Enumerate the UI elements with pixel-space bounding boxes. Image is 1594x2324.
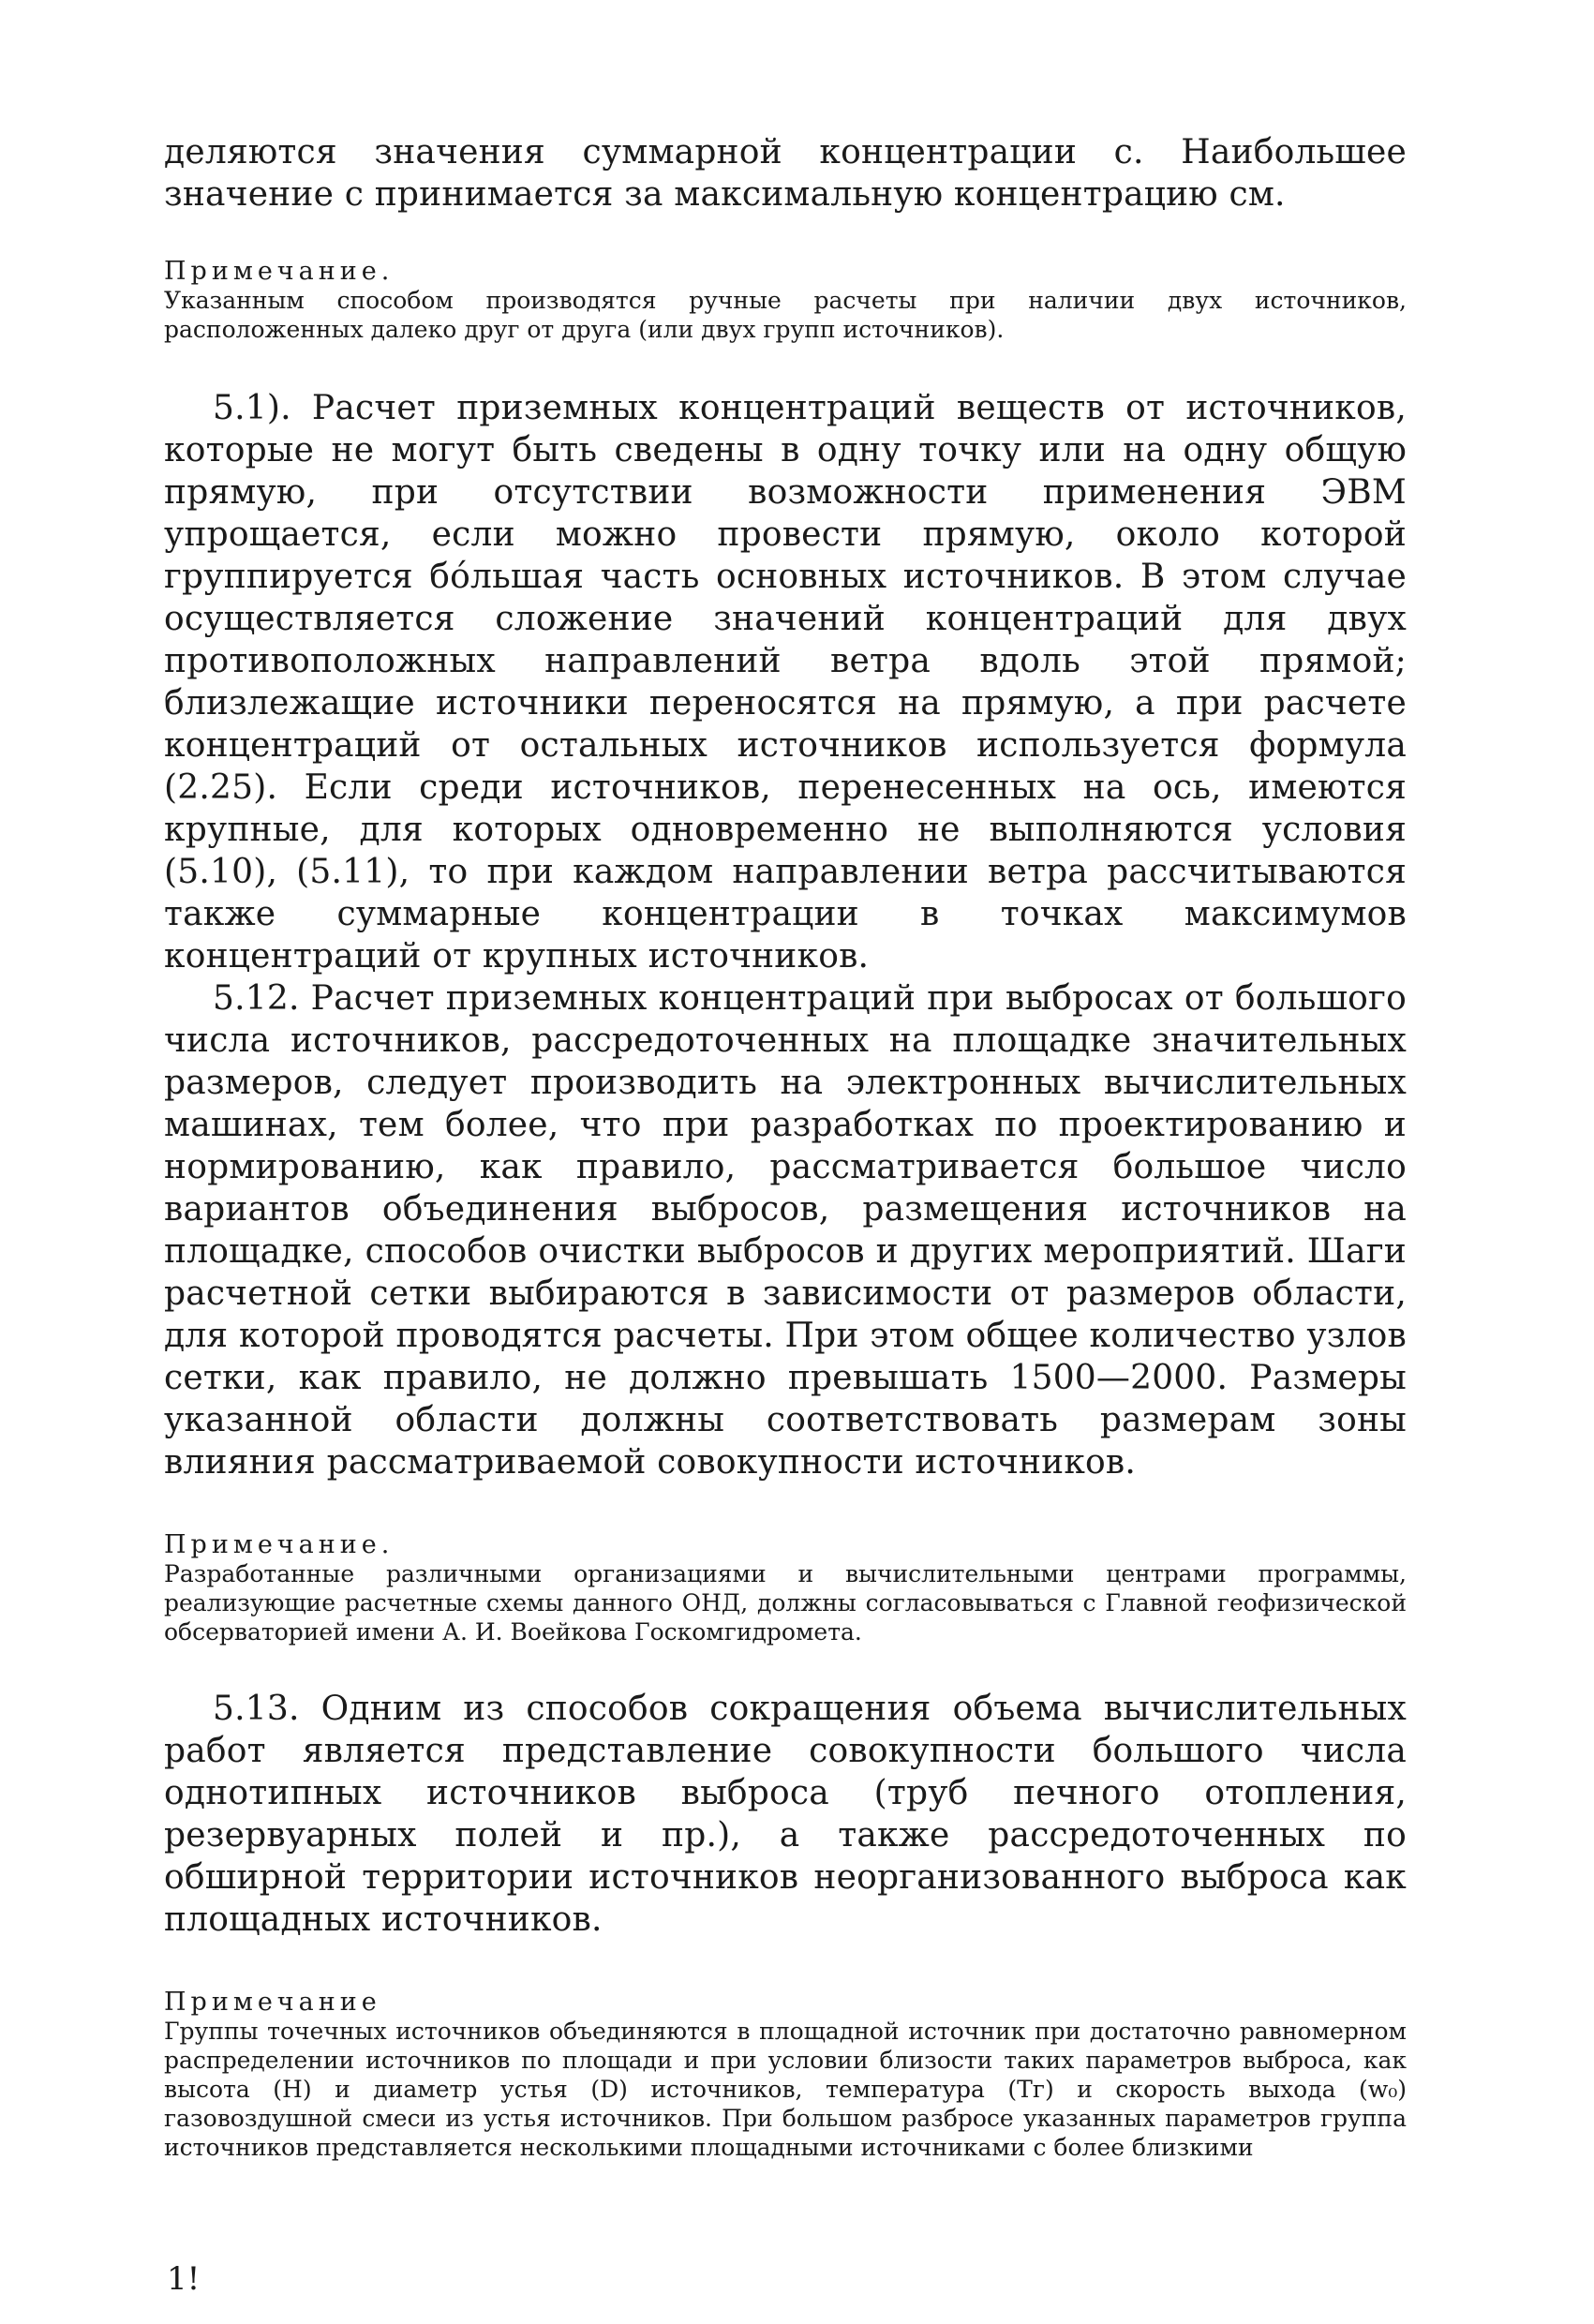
note-label: Примечание. — [164, 257, 395, 286]
note-block-3 — [164, 1988, 1407, 2162]
paragraph-5-12: 5.12. Расчет приземных концентраций при выбросах от большого числа источников, рассредоточенных на площадке значительных размеров, следует производить на электронных вычислительных машинах, тем более, что при разработках по проектированию и нормированию, как правило, рассматривается большое число вариантов объединения выбросов, размещения источников на площадке, способов очистки выбросов и других мероприятий. Шаги расчетной сетки выбираются в зависимости от размеров области, для которой проводятся расчеты. При этом общее количество узлов сетки, как правило, не должно превышать 1500—2000. Размеры указанной области должны соответствовать размерам зоны влияния рассматриваемой совокупности источников. — [164, 979, 1407, 1482]
note-label: Примечание — [164, 1988, 381, 2017]
note-text: Группы точечных источников объединяются в площадной источник при достаточно равномерном распределении источников по площади и при условии близости таких параметров выброса, как высота (H) и диаметр устья (D) источников, температура (Tг) и скорость выхода (w₀) газовоздушной смеси из устья источников. При большом разбросе указанных параметров группа источников представляется несколькими площадными источниками с более близкими — [164, 2018, 1407, 2161]
paragraph-5-13: 5.13. Одним из способов сокращения объема вычислительных работ является представление совокупности большого числа однотипных источников выброса (труб печного отопления, резервуарных полей и пр.), а также рассредоточенных по обширной территории источников неорганизованного выброса как площадных источников. — [164, 1690, 1407, 1939]
note-text: Разработанные различными организациями и вычислительными центрами программы, реализующие расчетные схемы данного ОНД, должны согласовываться с Главной геофизической обсерваторией имени А. И. Воейкова Госкомгидромета. — [164, 1560, 1407, 1646]
paragraph-5-11: 5.1). Расчет приземных концентраций веществ от источников, которые не могут быть сведены в одну точку или на одну общую прямую, при отсутствии возможности применения ЭВМ упрощается, если можно провести прямую, около которой группируется бо́льшая часть основных источников. В этом случае осуществляется сложение значений концентраций для двух противоположных направлений ветра вдоль этой прямой; близлежащие источники переносятся на прямую, а при расчете концентраций от остальных источников используется формула (2.25). Если среди источников, перенесенных на ось, имеются крупные, для которых одновременно не выполняются условия (5.10), (5.11), то при каждом направлении ветра рассчитываются также суммарные концентрации в точках максимумов концентраций от крупных источников. — [164, 389, 1407, 976]
page-number: 1! — [167, 2260, 201, 2298]
continued-paragraph: деляются значения суммарной концентрации c. Наибольшее значение c принимается за максимальную концентрацию cм. — [164, 133, 1407, 214]
note-text: Указанным способом производятся ручные расчеты при наличии двух источников, расположенных далеко друг от друга (или двух групп источников). — [164, 287, 1407, 343]
note-block-1 — [164, 257, 1407, 344]
note-block-2 — [164, 1530, 1407, 1646]
note-label: Примечание. — [164, 1530, 395, 1559]
